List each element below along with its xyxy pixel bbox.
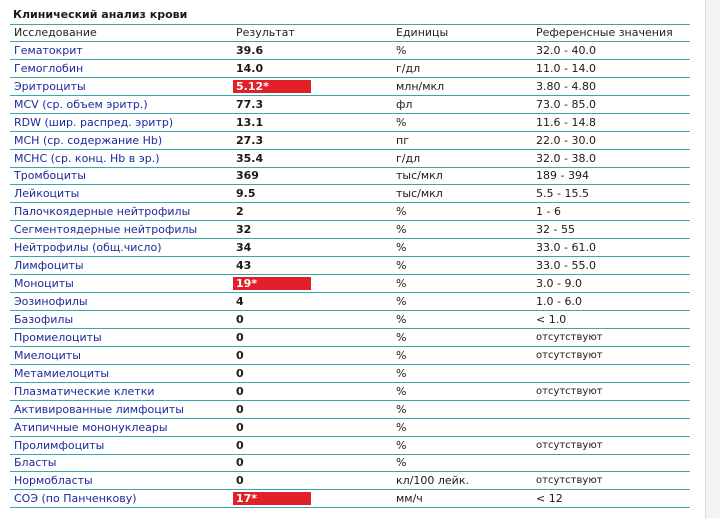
- table-row: [10, 311, 690, 329]
- test-units: фл: [396, 97, 413, 111]
- test-name: Атипичные мононуклеары: [14, 420, 168, 434]
- test-name: СОЭ (по Панченкову): [14, 492, 137, 506]
- test-units: %: [396, 295, 407, 309]
- column-header-units: Единицы: [396, 26, 449, 40]
- abnormal-result-flag: 5.12*: [233, 80, 311, 93]
- reference-range: 33.0 - 55.0: [536, 259, 596, 273]
- test-name: Нормобласты: [14, 474, 93, 488]
- reference-range: < 12: [536, 492, 563, 506]
- scrollbar-track[interactable]: [705, 0, 720, 518]
- reference-range: 32.0 - 38.0: [536, 151, 596, 165]
- test-units: %: [396, 312, 407, 326]
- test-units: тыс/мкл: [396, 187, 443, 201]
- test-units: тыс/мкл: [396, 169, 443, 183]
- test-name: RDW (шир. распред. эритр): [14, 115, 174, 129]
- test-units: %: [396, 330, 407, 344]
- table-row: [10, 455, 690, 473]
- test-result: 32: [236, 223, 252, 237]
- table-header: [10, 24, 690, 42]
- reference-range: 3.80 - 4.80: [536, 79, 596, 93]
- test-result: 9.5: [236, 187, 256, 201]
- reference-range: 1.0 - 6.0: [536, 295, 582, 309]
- table-row: [10, 257, 690, 275]
- test-units: %: [396, 402, 407, 416]
- test-name: Миелоциты: [14, 348, 81, 362]
- test-name: Эритроциты: [14, 79, 86, 93]
- test-units: %: [396, 115, 407, 129]
- reference-range: 33.0 - 61.0: [536, 241, 596, 255]
- reference-range: 189 - 394: [536, 169, 589, 183]
- abnormal-result-flag: 17*: [233, 492, 311, 505]
- test-units: %: [396, 348, 407, 362]
- reference-range: 32.0 - 40.0: [536, 43, 596, 57]
- test-result: [232, 277, 392, 290]
- table-row: [10, 329, 690, 347]
- table-row: [10, 401, 690, 419]
- test-name: Лимфоциты: [14, 259, 84, 273]
- table-row: [10, 221, 690, 239]
- table-row: [10, 96, 690, 114]
- reference-range: 3.0 - 9.0: [536, 277, 582, 291]
- reference-range: 11.6 - 14.8: [536, 115, 596, 129]
- test-result: 34: [236, 241, 252, 255]
- table-row: [10, 60, 690, 78]
- table-row: [10, 419, 690, 437]
- test-result: 4: [236, 295, 244, 309]
- table-row: [10, 239, 690, 257]
- table-row: [10, 185, 690, 203]
- test-units: %: [396, 366, 407, 380]
- test-result: 0: [236, 348, 244, 362]
- table-row: [10, 42, 690, 60]
- reference-range: отсутствуют: [536, 475, 603, 487]
- test-result: 35.4: [236, 151, 264, 165]
- table-row: [10, 365, 690, 383]
- test-units: %: [396, 384, 407, 398]
- test-name: MCV (ср. объем эритр.): [14, 97, 148, 111]
- column-header-reference: Референсные значения: [536, 26, 673, 40]
- test-name: Нейтрофилы (общ.число): [14, 241, 162, 255]
- test-units: %: [396, 259, 407, 273]
- reference-range: отсутствуют: [536, 385, 603, 397]
- test-units: млн/мкл: [396, 79, 445, 93]
- results-table-body: [10, 42, 690, 508]
- test-name: MCH (ср. содержание Hb): [14, 133, 163, 147]
- test-name: Промиелоциты: [14, 330, 102, 344]
- report-title: Клинический анализ крови: [13, 8, 188, 21]
- test-units: мм/ч: [396, 492, 423, 506]
- test-units: %: [396, 277, 407, 291]
- reference-range: < 1.0: [536, 312, 567, 326]
- test-result: 0: [236, 384, 244, 398]
- test-name: Сегментоядерные нейтрофилы: [14, 223, 198, 237]
- table-row: [10, 472, 690, 490]
- test-result: 43: [236, 259, 252, 273]
- table-row: [10, 383, 690, 401]
- table-row: [10, 275, 690, 293]
- table-row: [10, 347, 690, 365]
- test-name: Моноциты: [14, 277, 74, 291]
- table-row: [10, 490, 690, 508]
- test-result: 14.0: [236, 61, 264, 75]
- test-result: 0: [236, 420, 244, 434]
- test-result: 77.3: [236, 97, 264, 111]
- test-result: 0: [236, 402, 244, 416]
- test-name: Лейкоциты: [14, 187, 80, 201]
- test-units: %: [396, 205, 407, 219]
- reference-range: 22.0 - 30.0: [536, 133, 596, 147]
- test-result: 0: [236, 366, 244, 380]
- blood-test-report: [10, 6, 690, 508]
- test-result: 13.1: [236, 115, 264, 129]
- test-result: 0: [236, 330, 244, 344]
- test-name: Палочкоядерные нейтрофилы: [14, 205, 191, 219]
- table-row: [10, 203, 690, 221]
- test-result: 27.3: [236, 133, 264, 147]
- test-result: 39.6: [236, 43, 264, 57]
- test-name: Пролимфоциты: [14, 438, 105, 452]
- test-result: 0: [236, 438, 244, 452]
- reference-range: 5.5 - 15.5: [536, 187, 589, 201]
- reference-range: 1 - 6: [536, 205, 561, 219]
- reference-range: отсутствуют: [536, 349, 603, 361]
- table-row: [10, 168, 690, 186]
- test-name: Тромбоциты: [14, 169, 86, 183]
- test-units: %: [396, 438, 407, 452]
- test-units: пг: [396, 133, 409, 147]
- test-units: %: [396, 456, 407, 470]
- reference-range: 73.0 - 85.0: [536, 97, 596, 111]
- test-result: [232, 80, 392, 93]
- test-name: Бласты: [14, 456, 57, 470]
- test-units: кл/100 лейк.: [396, 474, 469, 488]
- reference-range: отсутствуют: [536, 439, 603, 451]
- test-result: 0: [236, 312, 244, 326]
- table-row: [10, 78, 690, 96]
- test-name: Метамиелоциты: [14, 366, 110, 380]
- test-name: Эозинофилы: [14, 295, 88, 309]
- table-row: [10, 437, 690, 455]
- test-units: %: [396, 43, 407, 57]
- test-units: %: [396, 241, 407, 255]
- test-name: Плазматические клетки: [14, 384, 155, 398]
- table-row: [10, 132, 690, 150]
- test-result: 0: [236, 456, 244, 470]
- reference-range: 32 - 55: [536, 223, 575, 237]
- test-units: г/дл: [396, 61, 421, 75]
- test-units: г/дл: [396, 151, 421, 165]
- reference-range: 11.0 - 14.0: [536, 61, 596, 75]
- table-row: [10, 114, 690, 132]
- test-name: Базофилы: [14, 312, 74, 326]
- reference-range: отсутствуют: [536, 331, 603, 343]
- table-row: [10, 150, 690, 168]
- test-result: [232, 492, 392, 505]
- test-name: Гематокрит: [14, 43, 83, 57]
- test-result: 0: [236, 474, 244, 488]
- test-result: 2: [236, 205, 244, 219]
- column-header-result: Результат: [236, 26, 295, 40]
- table-row: [10, 293, 690, 311]
- test-result: 369: [236, 169, 259, 183]
- column-header-test: Исследование: [14, 26, 97, 40]
- test-units: %: [396, 223, 407, 237]
- test-name: Гемоглобин: [14, 61, 84, 75]
- test-name: MCHC (ср. конц. Hb в эр.): [14, 151, 160, 165]
- test-units: %: [396, 420, 407, 434]
- test-name: Активированные лимфоциты: [14, 402, 184, 416]
- abnormal-result-flag: 19*: [233, 277, 311, 290]
